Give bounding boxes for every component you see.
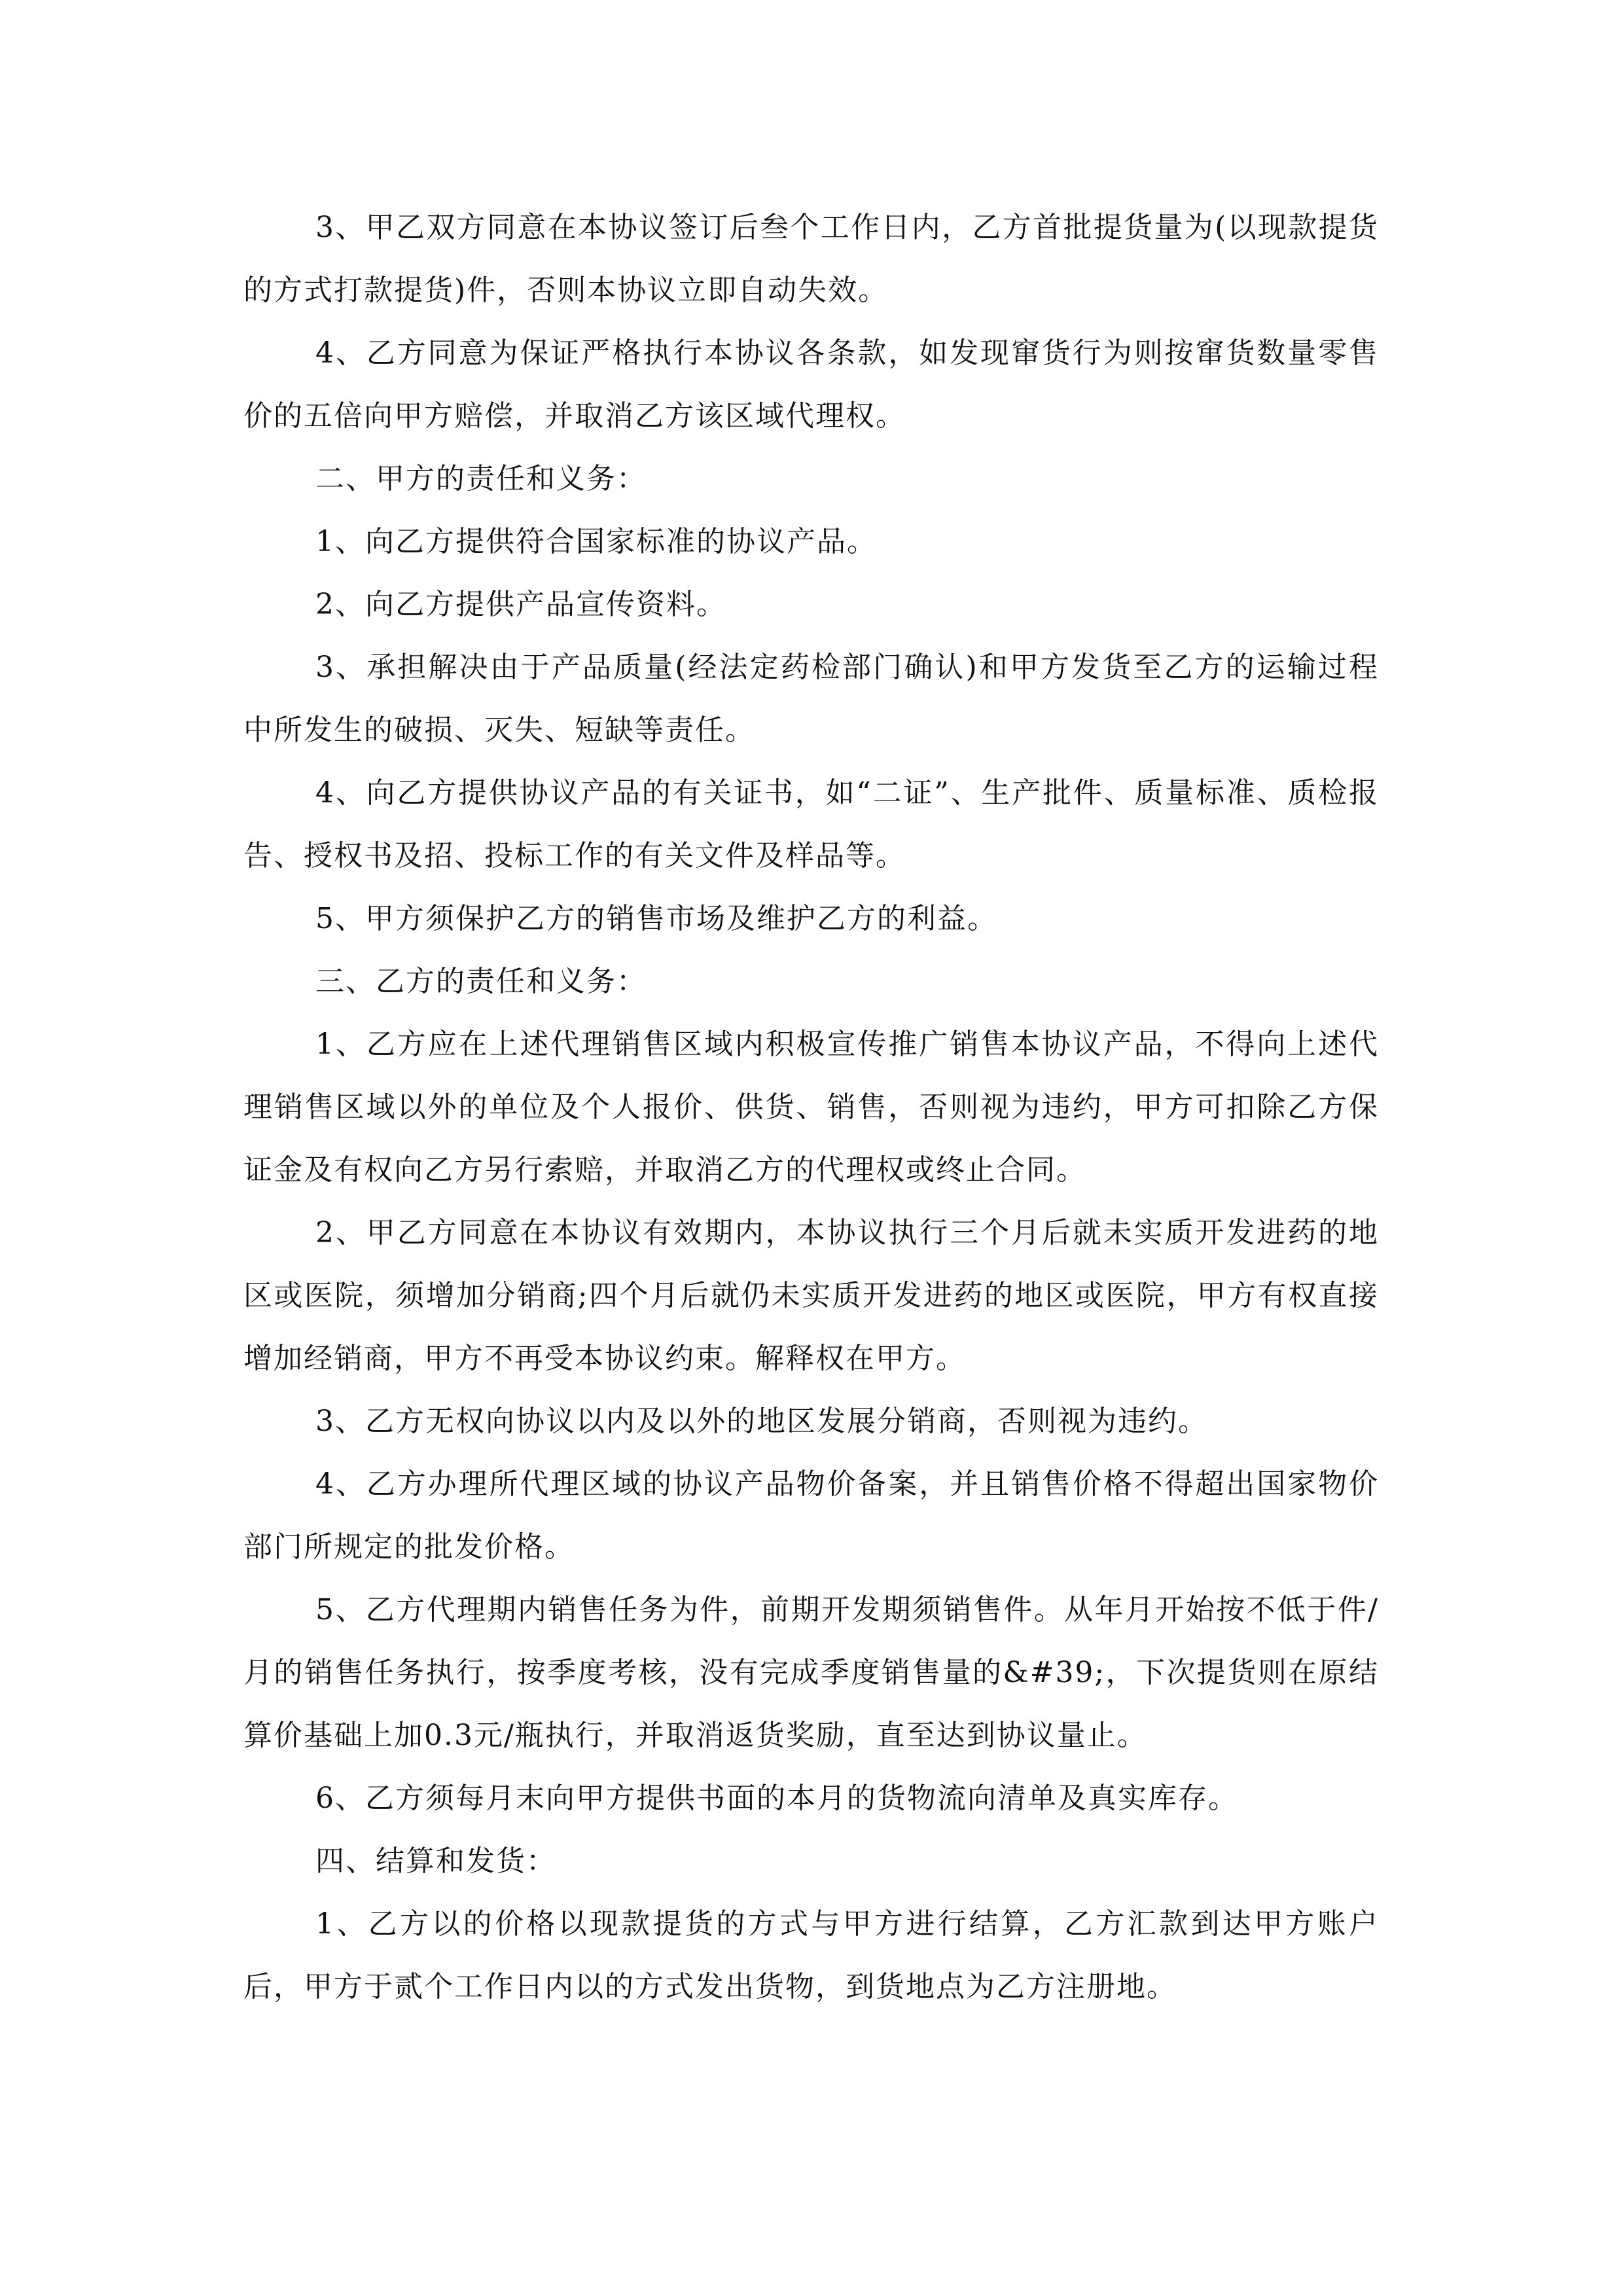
paragraph-a-duty-5: 5、甲方须保护乙方的销售市场及维护乙方的利益。 <box>315 902 997 935</box>
paragraph-b-duty-2: 2、甲乙方同意在本协议有效期内，本协议执行三个月后就未实质开发进药的地区或医院，须增加分销商;四个月后就仍未实质开发进药的地区或医院，甲方有权直接增加经销商，甲方不再受本协议约束。解释权在甲方。 <box>243 1216 1379 1375</box>
section-heading-settlement: 四、结算和发货： <box>315 1844 556 1878</box>
paragraph-first-shipment: 3、甲乙双方同意在本协议签订后叁个工作日内，乙方首批提货量为(以现款提货的方式打款提货)件，否则本协议立即自动失效。 <box>243 211 1379 307</box>
document-body <box>243 196 1379 2018</box>
paragraph-b-duty-1: 1、乙方应在上述代理销售区域内积极宣传推广销售本协议产品，不得向上述代理销售区域以外的单位及个人报价、供货、销售，否则视为违约，甲方可扣除乙方保证金及有权向乙方另行索赔，并取消乙方的代理权或终止合同。 <box>243 1028 1379 1187</box>
paragraph-b-duty-4: 4、乙方办理所代理区域的协议产品物价备案，并且销售价格不得超出国家物价部门所规定的批发价格。 <box>243 1467 1379 1564</box>
paragraph-a-duty-1: 1、向乙方提供符合国家标准的协议产品。 <box>315 525 877 558</box>
paragraph-anti-cross-selling: 4、乙方同意为保证严格执行本协议各条款，如发现窜货行为则按窜货数量零售价的五倍向甲方赔偿，并取消乙方该区域代理权。 <box>243 336 1379 433</box>
paragraph-a-duty-2: 2、向乙方提供产品宣传资料。 <box>315 588 726 621</box>
paragraph-a-duty-3: 3、承担解决由于产品质量(经法定药检部门确认)和甲方发货至乙方的运输过程中所发生的破损、灭失、短缺等责任。 <box>243 651 1379 747</box>
section-heading-party-b-duties: 三、乙方的责任和义务： <box>315 965 647 998</box>
section-heading-party-a-duties: 二、甲方的责任和义务： <box>315 462 647 495</box>
paragraph-b-duty-3: 3、乙方无权向协议以内及以外的地区发展分销商，否则视为违约。 <box>315 1405 1208 1438</box>
paragraph-a-duty-4: 4、向乙方提供协议产品的有关证书，如“二证”、生产批件、质量标准、质检报告、授权书及招、投标工作的有关文件及样品等。 <box>243 776 1379 872</box>
paragraph-b-duty-5: 5、乙方代理期内销售任务为件，前期开发期须销售件。从年月开始按不低于件/月的销售任务执行，按季度考核，没有完成季度销售量的&#39;，下次提货则在原结算价基础上加0.3元/瓶执行，并取消返货奖励，直至达到协议量止。 <box>243 1593 1379 1752</box>
paragraph-b-duty-6: 6、乙方须每月末向甲方提供书面的本月的货物流向清单及真实库存。 <box>315 1782 1238 1815</box>
paragraph-settlement-1: 1、乙方以的价格以现款提货的方式与甲方进行结算，乙方汇款到达甲方账户后，甲方于贰个工作日内以的方式发出货物，到货地点为乙方注册地。 <box>243 1907 1379 2003</box>
